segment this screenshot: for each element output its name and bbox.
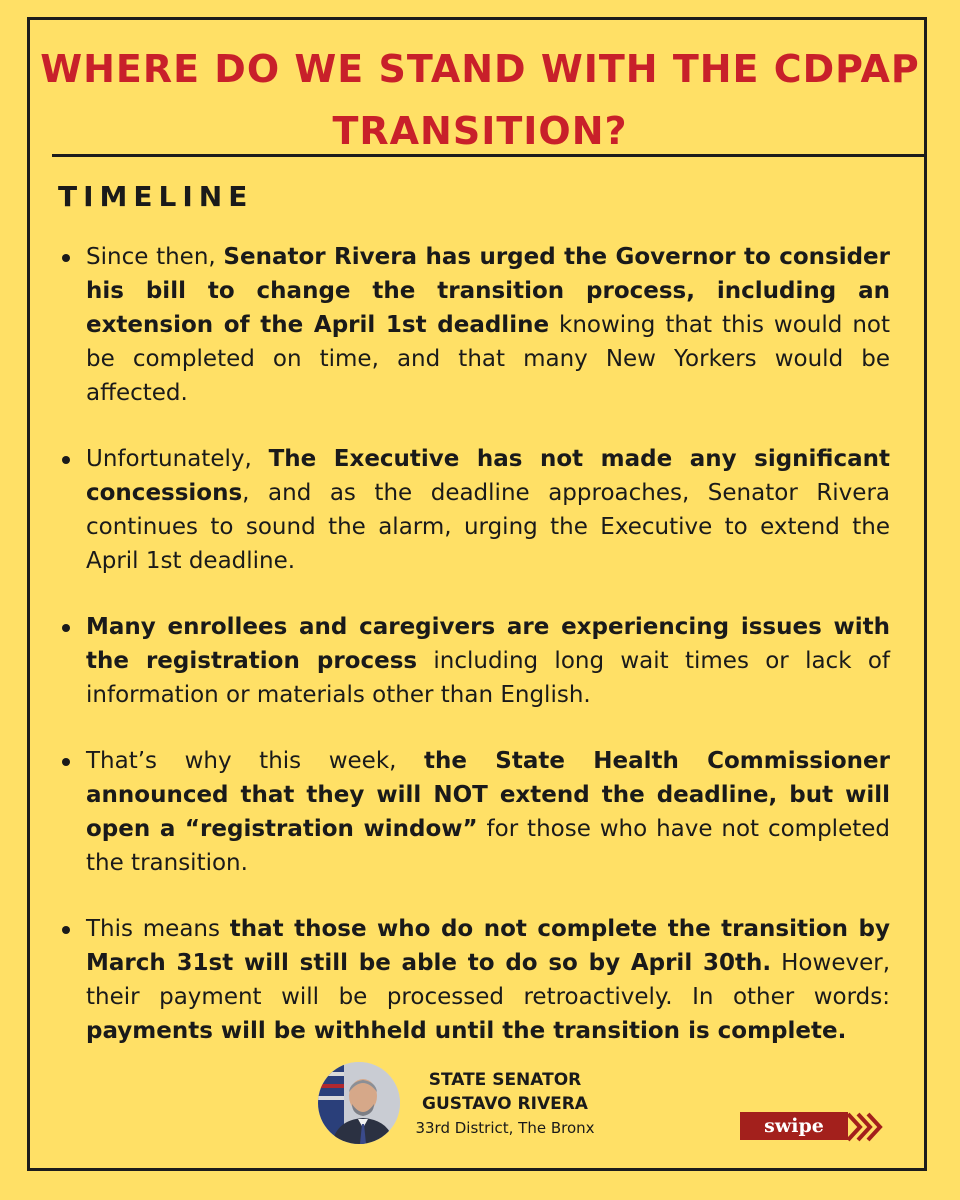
item-bold-text: Senator Rivera has urged the Governor to consider his bill to change the transition process, including an extension of the April 1st deadline bbox=[86, 244, 891, 338]
item-text: for those who have not completed the transition. bbox=[86, 816, 890, 876]
page-title bbox=[40, 38, 920, 162]
timeline-item bbox=[58, 744, 890, 880]
senator-portrait-icon bbox=[318, 1062, 400, 1144]
swipe-label: swipe bbox=[740, 1112, 848, 1140]
timeline-item bbox=[58, 442, 890, 578]
timeline-item bbox=[58, 610, 890, 712]
timeline-item bbox=[58, 240, 890, 410]
chevron-right-icon bbox=[844, 1110, 884, 1144]
senator-district: 33rd District, The Bronx bbox=[415, 1119, 595, 1137]
item-bold-text: The Executive has not made any significant concessions bbox=[86, 446, 890, 506]
avatar bbox=[318, 1062, 400, 1144]
timeline-item bbox=[58, 912, 890, 1048]
item-text: That’s why this week, bbox=[86, 748, 425, 774]
item-text: Unfortunately, bbox=[86, 446, 269, 472]
item-bold-text: Many enrollees and caregivers are experiencing issues with the registration process bbox=[86, 614, 890, 674]
item-text: This means bbox=[86, 916, 230, 942]
item-bold-text: payments will be withheld until the transition is complete. bbox=[86, 1018, 847, 1044]
timeline-list bbox=[58, 240, 890, 1080]
item-text: However, their payment will be processed retroactively. In other words: bbox=[86, 950, 890, 1010]
item-text: knowing that this would not be completed on time, and that many New Yorkers would be affected. bbox=[86, 312, 890, 406]
section-heading: TIMELINE bbox=[58, 180, 254, 213]
item-text: including long wait times or lack of information or materials other than English. bbox=[86, 648, 890, 708]
title-line-1: WHERE DO WE STAND WITH THE CDPAP bbox=[40, 47, 920, 91]
item-text: Since then, bbox=[86, 244, 224, 270]
swipe-indicator[interactable] bbox=[740, 1110, 890, 1146]
title-divider bbox=[52, 154, 924, 157]
item-text: , and as the deadline approaches, Senator Rivera continues to sound the alarm, urging the Executive to extend the April 1st deadline. bbox=[86, 480, 890, 574]
senator-name: GUSTAVO RIVERA bbox=[422, 1094, 588, 1114]
senator-title: STATE SENATOR bbox=[428, 1070, 582, 1090]
senator-name-block bbox=[410, 1068, 600, 1140]
title-line-2: TRANSITION? bbox=[332, 109, 628, 153]
item-bold-text: the State Health Commissioner announced that they will NOT extend the deadline, but will open a “registration window” bbox=[86, 748, 890, 842]
item-bold-text: that those who do not complete the transition by March 31st will still be able to do so by April 30th. bbox=[86, 916, 890, 976]
senator-signature bbox=[318, 1062, 678, 1146]
